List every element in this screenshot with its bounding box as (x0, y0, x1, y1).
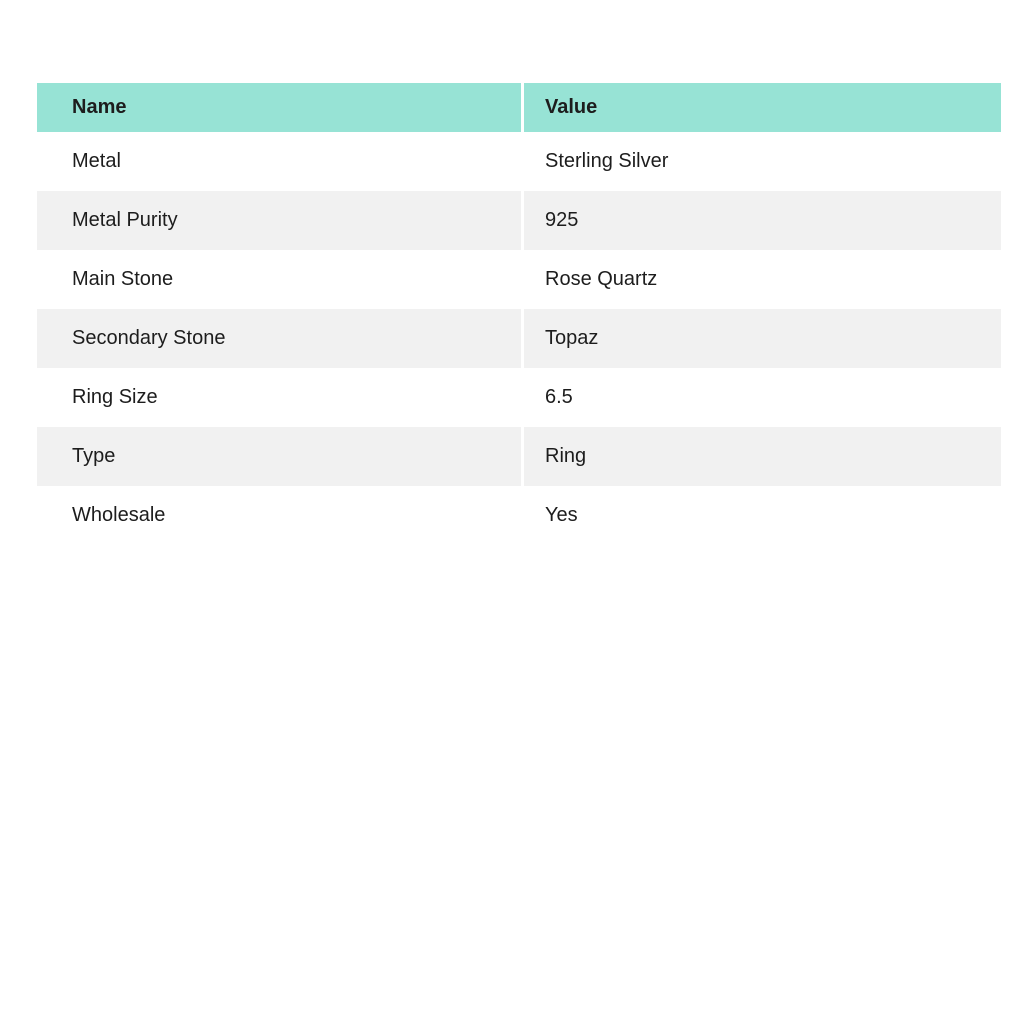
attribute-name-cell: Type (37, 427, 524, 486)
table-body (37, 132, 1001, 545)
attribute-name-cell: Metal (37, 132, 524, 191)
header-cell-name: Name (37, 83, 524, 132)
attribute-name-cell: Wholesale (37, 486, 524, 545)
table-row (37, 427, 1001, 486)
table-row (37, 309, 1001, 368)
table-row (37, 191, 1001, 250)
product-attributes-table (37, 83, 1001, 545)
attribute-value-cell: 925 (524, 191, 1001, 250)
attribute-value-cell: 6.5 (524, 368, 1001, 427)
table-header-row (37, 83, 1001, 132)
table-row (37, 250, 1001, 309)
attribute-value-cell: Sterling Silver (524, 132, 1001, 191)
attribute-value-cell: Yes (524, 486, 1001, 545)
table-row (37, 132, 1001, 191)
table-row (37, 486, 1001, 545)
attribute-name-cell: Metal Purity (37, 191, 524, 250)
attribute-name-cell: Main Stone (37, 250, 524, 309)
attribute-name-cell: Secondary Stone (37, 309, 524, 368)
table-head (37, 83, 1001, 132)
header-cell-value: Value (524, 83, 1001, 132)
attribute-value-cell: Topaz (524, 309, 1001, 368)
attribute-value-cell: Rose Quartz (524, 250, 1001, 309)
attribute-name-cell: Ring Size (37, 368, 524, 427)
attribute-value-cell: Ring (524, 427, 1001, 486)
table-row (37, 368, 1001, 427)
